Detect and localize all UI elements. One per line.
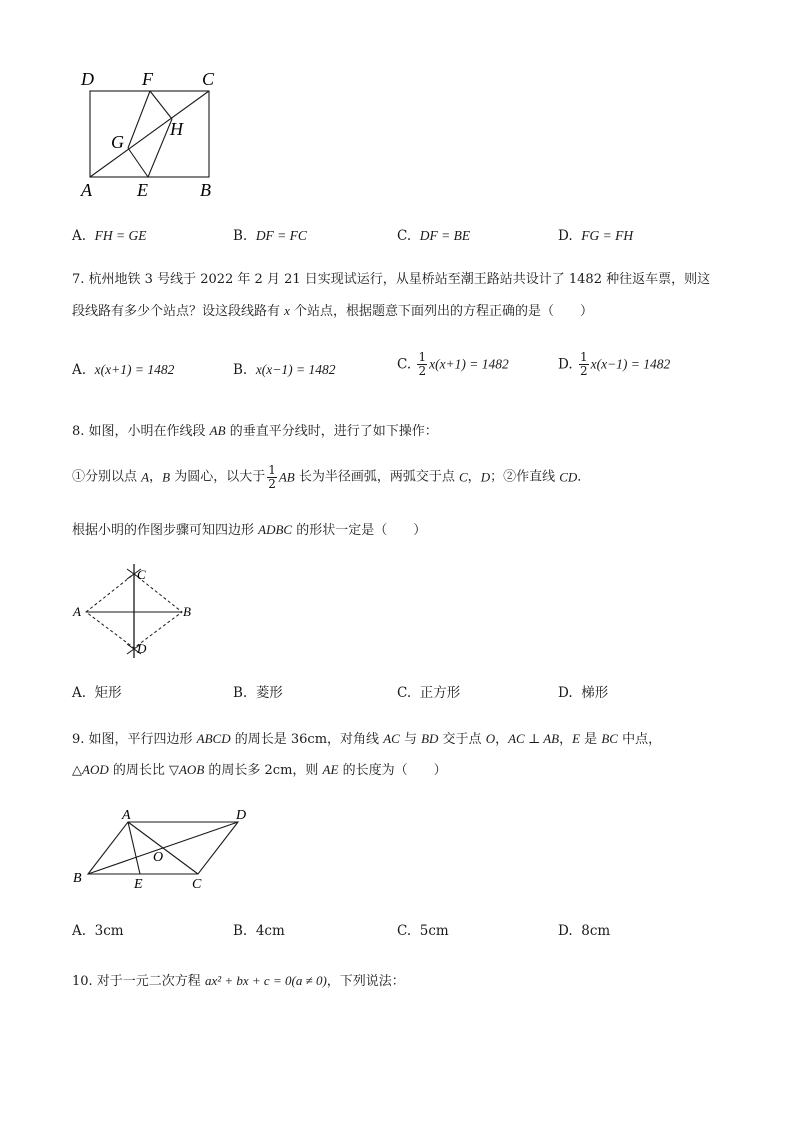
q8-text: ，	[149, 469, 163, 485]
fraction-one-half: $\frac{1}{2}$	[579, 350, 588, 378]
option-letter: C.	[397, 923, 412, 939]
label-d: D	[137, 641, 147, 656]
option-text: 菱形	[255, 685, 283, 701]
label-b: B	[183, 604, 191, 619]
q9-var: O	[485, 731, 496, 746]
label-d: D	[236, 808, 247, 823]
q10-stem	[72, 971, 405, 992]
q9-var: AE	[322, 762, 339, 777]
segment-fh	[150, 91, 172, 119]
q9-text: 的长度为（ ）	[338, 763, 447, 778]
label-e: E	[137, 180, 148, 200]
label-e: E	[134, 877, 143, 892]
q8-var: D	[480, 469, 491, 485]
fraction-one-half: $\frac{1}{2}$	[418, 350, 427, 378]
option-letter: B.	[233, 228, 248, 244]
label-o: O	[153, 850, 164, 865]
option-expr: FG = FH	[581, 228, 634, 243]
option-letter: A.	[72, 362, 87, 378]
option-letter: C.	[397, 228, 412, 244]
option-text: 3cm	[94, 923, 124, 939]
q8-var: B	[162, 469, 171, 485]
q9-var: AC	[383, 731, 400, 746]
option-expr: x(x+1) = 1482	[94, 362, 175, 377]
q9-text: 的周长比	[108, 763, 169, 778]
q8-stem-line2	[72, 464, 590, 491]
q8-var: AB	[209, 423, 226, 438]
q9-var: AC ⊥ AB	[508, 731, 560, 746]
q7-option-a[interactable]	[72, 360, 174, 380]
q10-condition: (a ≠ 0)	[291, 973, 327, 988]
label-b: B	[73, 871, 82, 886]
option-letter: A.	[72, 228, 87, 244]
q7-stem-line1: 7. 杭州地铁 3 号线于 2022 年 2 月 21 日实现试运行，从星桥站至潮王路站共设计了 1482 种往返车票，则这	[72, 272, 711, 287]
q8-option-a[interactable]	[72, 683, 122, 703]
option-text: 8cm	[581, 923, 611, 939]
q9-text: 的周长多 2cm，则	[204, 763, 323, 778]
q8-stem-text: 的垂直平分线时，进行了如下操作：	[225, 424, 438, 439]
segment-he	[148, 119, 172, 177]
q6-figure	[78, 66, 228, 202]
q9-text: 是	[580, 732, 602, 747]
option-text: 矩形	[94, 685, 122, 701]
option-expr: x(x−1) = 1482	[255, 362, 336, 377]
q9-stem-line1	[72, 729, 661, 750]
q8-text: 根据小明的作图步骤可知四边形	[72, 523, 259, 538]
q8-var: AB	[278, 469, 295, 485]
q9-text: ，	[559, 732, 573, 747]
q9-text: 9. 如图，平行四边形	[72, 732, 197, 747]
label-h: H	[170, 119, 183, 139]
option-letter: D.	[558, 923, 573, 939]
option-expr: DF = FC	[255, 228, 307, 243]
option-letter: B.	[233, 362, 248, 378]
option-letter: D.	[558, 685, 573, 701]
q9-text: ，	[495, 732, 509, 747]
q9-option-b[interactable]	[233, 921, 285, 941]
q9-option-a[interactable]	[72, 921, 124, 941]
q8-var: CD	[559, 469, 578, 485]
q7-stem-text: 个站点，根据题意下面列出的方程正确的是（ ）	[289, 304, 594, 319]
option-text: 4cm	[255, 923, 285, 939]
q10-text: 10. 对于一元二次方程	[72, 974, 205, 989]
q9-stem-line2	[72, 760, 447, 781]
q9-var: AOD	[82, 762, 109, 777]
option-expr: FH = GE	[94, 228, 147, 243]
q9-text: 中点，	[617, 732, 662, 747]
q6-option-b[interactable]	[233, 226, 307, 246]
q8-var: A	[141, 469, 150, 485]
label-c: C	[202, 69, 215, 89]
option-letter: C.	[397, 356, 412, 373]
q7-stem-line2	[72, 301, 593, 322]
q8-text: ①分别以点	[72, 469, 142, 485]
q6-option-a[interactable]	[72, 226, 147, 246]
option-expr: x(x−1) = 1482	[590, 356, 671, 372]
label-a: A	[73, 604, 81, 619]
label-a: A	[81, 180, 92, 200]
label-c: C	[137, 567, 146, 582]
q9-var: ABCD	[196, 731, 231, 746]
option-letter: B.	[233, 685, 248, 701]
q8-text: 长为半径画弧，两弧交于点	[294, 469, 459, 485]
q9-text: 的周长是 36cm，对角线	[230, 732, 384, 747]
q8-text: ．	[577, 469, 591, 485]
label-c: C	[192, 877, 202, 892]
fraction-one-half: $\frac{1}{2}$	[268, 463, 276, 491]
q9-option-d[interactable]	[558, 921, 610, 941]
q8-text: 为圆心，以大于	[170, 469, 266, 485]
q8-stem-line3	[72, 520, 426, 541]
q6-option-c[interactable]	[397, 226, 470, 246]
option-letter: B.	[233, 923, 248, 939]
q8-var: C	[459, 469, 468, 485]
q9-text: △	[72, 763, 82, 778]
q7-var-x: x	[284, 303, 290, 318]
q7-option-d[interactable]	[558, 351, 670, 378]
q10-text: ，下列说法：	[326, 974, 405, 989]
label-g: G	[111, 132, 124, 152]
option-expr: DF = BE	[419, 228, 471, 243]
q8-text: ，	[467, 469, 481, 485]
option-text: 梯形	[581, 685, 609, 701]
q7-option-b[interactable]	[233, 360, 336, 380]
option-letter: C.	[397, 685, 412, 701]
q8-option-d[interactable]	[558, 683, 608, 703]
segment-eg	[128, 148, 148, 177]
q7-option-c[interactable]	[397, 351, 509, 378]
q8-figure	[70, 560, 200, 662]
q7-stem-text: 段线路有多少个站点？设这段线路有	[72, 304, 285, 319]
q8-stem-line1	[72, 421, 438, 442]
option-letter: D.	[558, 228, 573, 244]
diagonal-bd	[88, 822, 238, 874]
q8-stem-text: 8. 如图，小明在作线段	[72, 424, 210, 439]
label-b: B	[200, 180, 211, 200]
q8-text: 的形状一定是（ ）	[292, 523, 427, 538]
q8-text: ；②作直线	[490, 469, 560, 485]
option-letter: A.	[72, 685, 87, 701]
label-f: F	[142, 69, 153, 89]
option-letter: A.	[72, 923, 87, 939]
q6-option-d[interactable]	[558, 226, 633, 246]
option-expr: x(x+1) = 1482	[429, 356, 509, 372]
q9-option-c[interactable]	[397, 921, 449, 941]
q9-var: E	[572, 731, 581, 746]
q9-var: BD	[421, 731, 439, 746]
label-a: A	[122, 808, 131, 823]
q9-figure	[70, 806, 260, 892]
q9-text: 交于点	[438, 732, 486, 747]
option-text: 正方形	[419, 685, 461, 701]
option-letter: D.	[558, 356, 573, 373]
q9-var: BC	[601, 731, 618, 746]
segment-gf	[128, 91, 150, 148]
label-d: D	[81, 69, 94, 89]
q9-text: 与	[399, 732, 422, 747]
diagonal-ac	[90, 91, 209, 177]
q8-var: ADBC	[258, 522, 293, 537]
q9-text: ▽	[168, 763, 179, 778]
q9-var: AOB	[178, 762, 205, 777]
q8-option-c[interactable]	[397, 683, 460, 703]
option-text: 5cm	[419, 923, 449, 939]
q8-option-b[interactable]	[233, 683, 283, 703]
q10-equation: ax² + bx + c = 0	[204, 973, 292, 988]
